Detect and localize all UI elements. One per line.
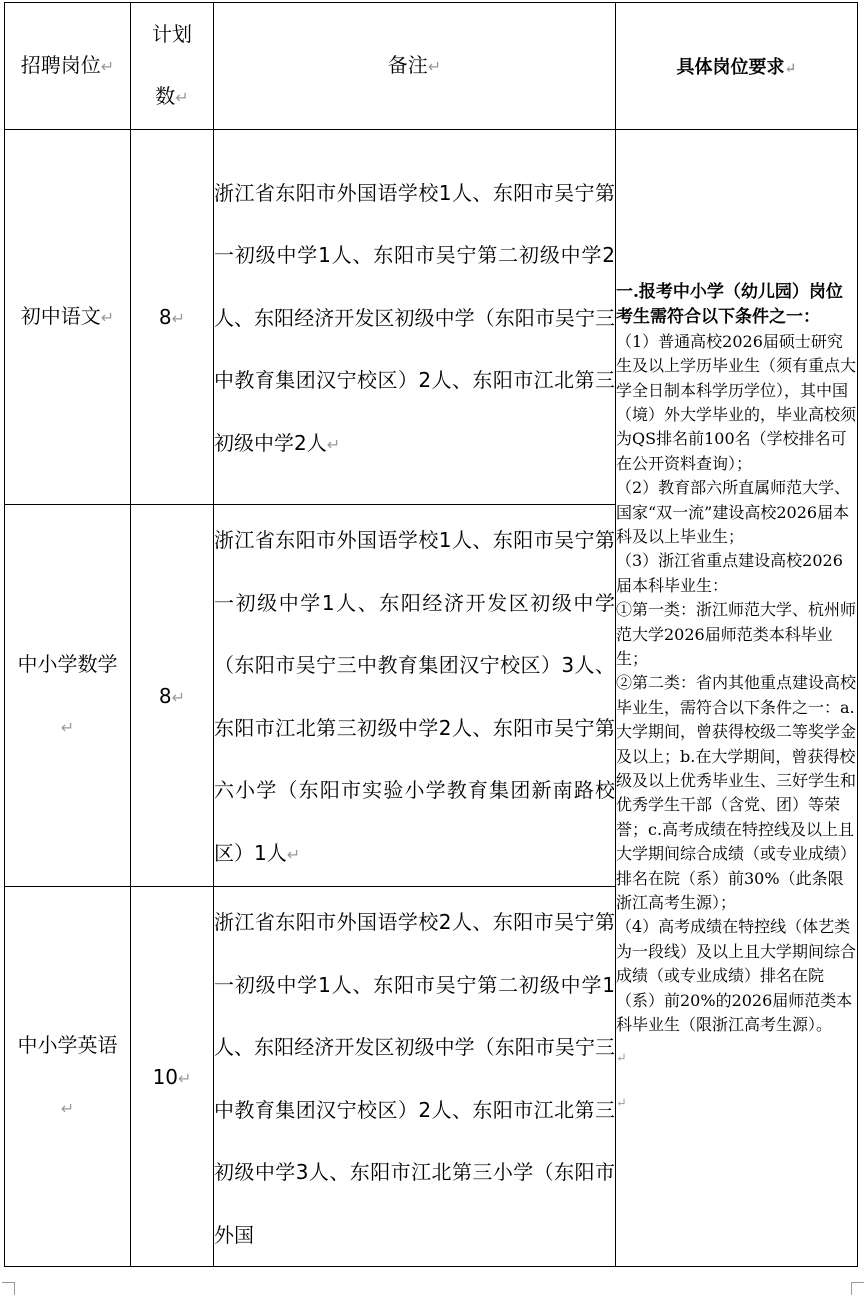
header-note: 备注↵ bbox=[214, 3, 616, 130]
header-position: 招聘岗位↵ bbox=[5, 3, 131, 130]
position-cell: 中小学数学↵ bbox=[5, 505, 131, 887]
note-cell: 浙江省东阳市外国语学校1人、东阳市吴宁第一初级中学1人、东阳市吴宁第二初级中学2人、东阳经济开发区初级中学（东阳市吴宁三中教育集团汉宁校区）2人、东阳市江北第三初级中学2人↵ bbox=[214, 130, 616, 505]
requirement-item: ①第一类：浙江师范大学、杭州师范大学2026届师范类本科毕业生； bbox=[616, 600, 857, 668]
page-corner-mark-left bbox=[2, 1282, 15, 1295]
page-corner-mark-right bbox=[851, 1282, 864, 1295]
table-row bbox=[5, 130, 858, 505]
header-row bbox=[5, 3, 858, 130]
position-cell: 初中语文↵ bbox=[5, 130, 131, 505]
count-cell: 8↵ bbox=[131, 130, 214, 505]
requirement-item: （1）普通高校2026届硕士研究生及以上学历毕业生（须有重点大学全日制本科学历学位），其中国（境）外大学毕业的，毕业高校须为QS排名前100名（学校排名可在公开资料查询）； bbox=[616, 331, 857, 473]
requirements-cell: 一.报考中小学（幼儿园）岗位考生需符合以下条件之一： （1）普通高校2026届硕士研究生及以上学历毕业生（须有重点大学全日制本科学历学位），其中国（境）外大学毕业的，毕业高校须为QS排名前100名（学校排名可在公开资料查询）； （2）教育部六所直属师范大学、国家“双一流”建设高校2026届本科及以上毕业生； （3）浙江省重点建设高校2026届本科毕业生： ①第一类：浙江师范大学、杭州师范大学2026届师范类本科毕业生； ②第二类：省内其他重点建设高校毕业生，需符合以下条件之一：a.大学期间，曾获得校级二等奖学金及以上；b.在大学期间，曾获得校级及以上优秀毕业生、三好学生和优秀学生干部（含党、团）等荣誉；c.高考成绩在特控线及以上且大学期间综合成绩（或专业成绩）排名在院（系）前30%（此条限浙江高考生源）； （4）高考成绩在特控线（体艺类为一段线）及以上且大学期间综合成绩（或专业成绩）排名在院（系）前20%的2026届师范类本科毕业生（限浙江高考生源）。 ↵ ↵ bbox=[616, 130, 858, 1267]
requirement-item: （3）浙江省重点建设高校2026届本科毕业生： bbox=[616, 551, 843, 595]
requirement-item: （2）教育部六所直属师范大学、国家“双一流”建设高校2026届本科及以上毕业生； bbox=[616, 478, 851, 546]
count-cell: 10↵ bbox=[131, 887, 214, 1267]
requirements-title: 一.报考中小学（幼儿园）岗位考生需符合以下条件之一： bbox=[616, 281, 843, 327]
count-cell: 8↵ bbox=[131, 505, 214, 887]
header-count: 计划 数↵ bbox=[131, 3, 214, 130]
requirement-item: ②第二类：省内其他重点建设高校毕业生，需符合以下条件之一：a.大学期间，曾获得校级二等奖学金及以上；b.在大学期间，曾获得校级及以上优秀毕业生、三好学生和优秀学生干部（含党、团）等荣誉；c.高考成绩在特控线及以上且大学期间综合成绩（或专业成绩）排名在院（系）前30%（此条限浙江高考生源）； bbox=[616, 673, 857, 913]
note-cell: 浙江省东阳市外国语学校2人、东阳市吴宁第一初级中学1人、东阳市吴宁第二初级中学1人、东阳经济开发区初级中学（东阳市吴宁三中教育集团汉宁校区）2人、东阳市江北第三初级中学3人、东阳市江北第三小学（东阳市外国 bbox=[214, 887, 616, 1267]
recruitment-table bbox=[4, 2, 858, 1267]
note-cell: 浙江省东阳市外国语学校1人、东阳市吴宁第一初级中学1人、东阳经济开发区初级中学（东阳市吴宁三中教育集团汉宁校区）3人、东阳市江北第三初级中学2人、东阳市吴宁第六小学（东阳市实验小学教育集团新南路校区）1人↵ bbox=[214, 505, 616, 887]
header-requirements: 具体岗位要求↵ bbox=[616, 3, 858, 130]
position-cell: 中小学英语↵ bbox=[5, 887, 131, 1267]
requirement-item: （4）高考成绩在特控线（体艺类为一段线）及以上且大学期间综合成绩（或专业成绩）排名在院（系）前20%的2026届师范类本科毕业生（限浙江高考生源）。 bbox=[616, 917, 857, 1035]
